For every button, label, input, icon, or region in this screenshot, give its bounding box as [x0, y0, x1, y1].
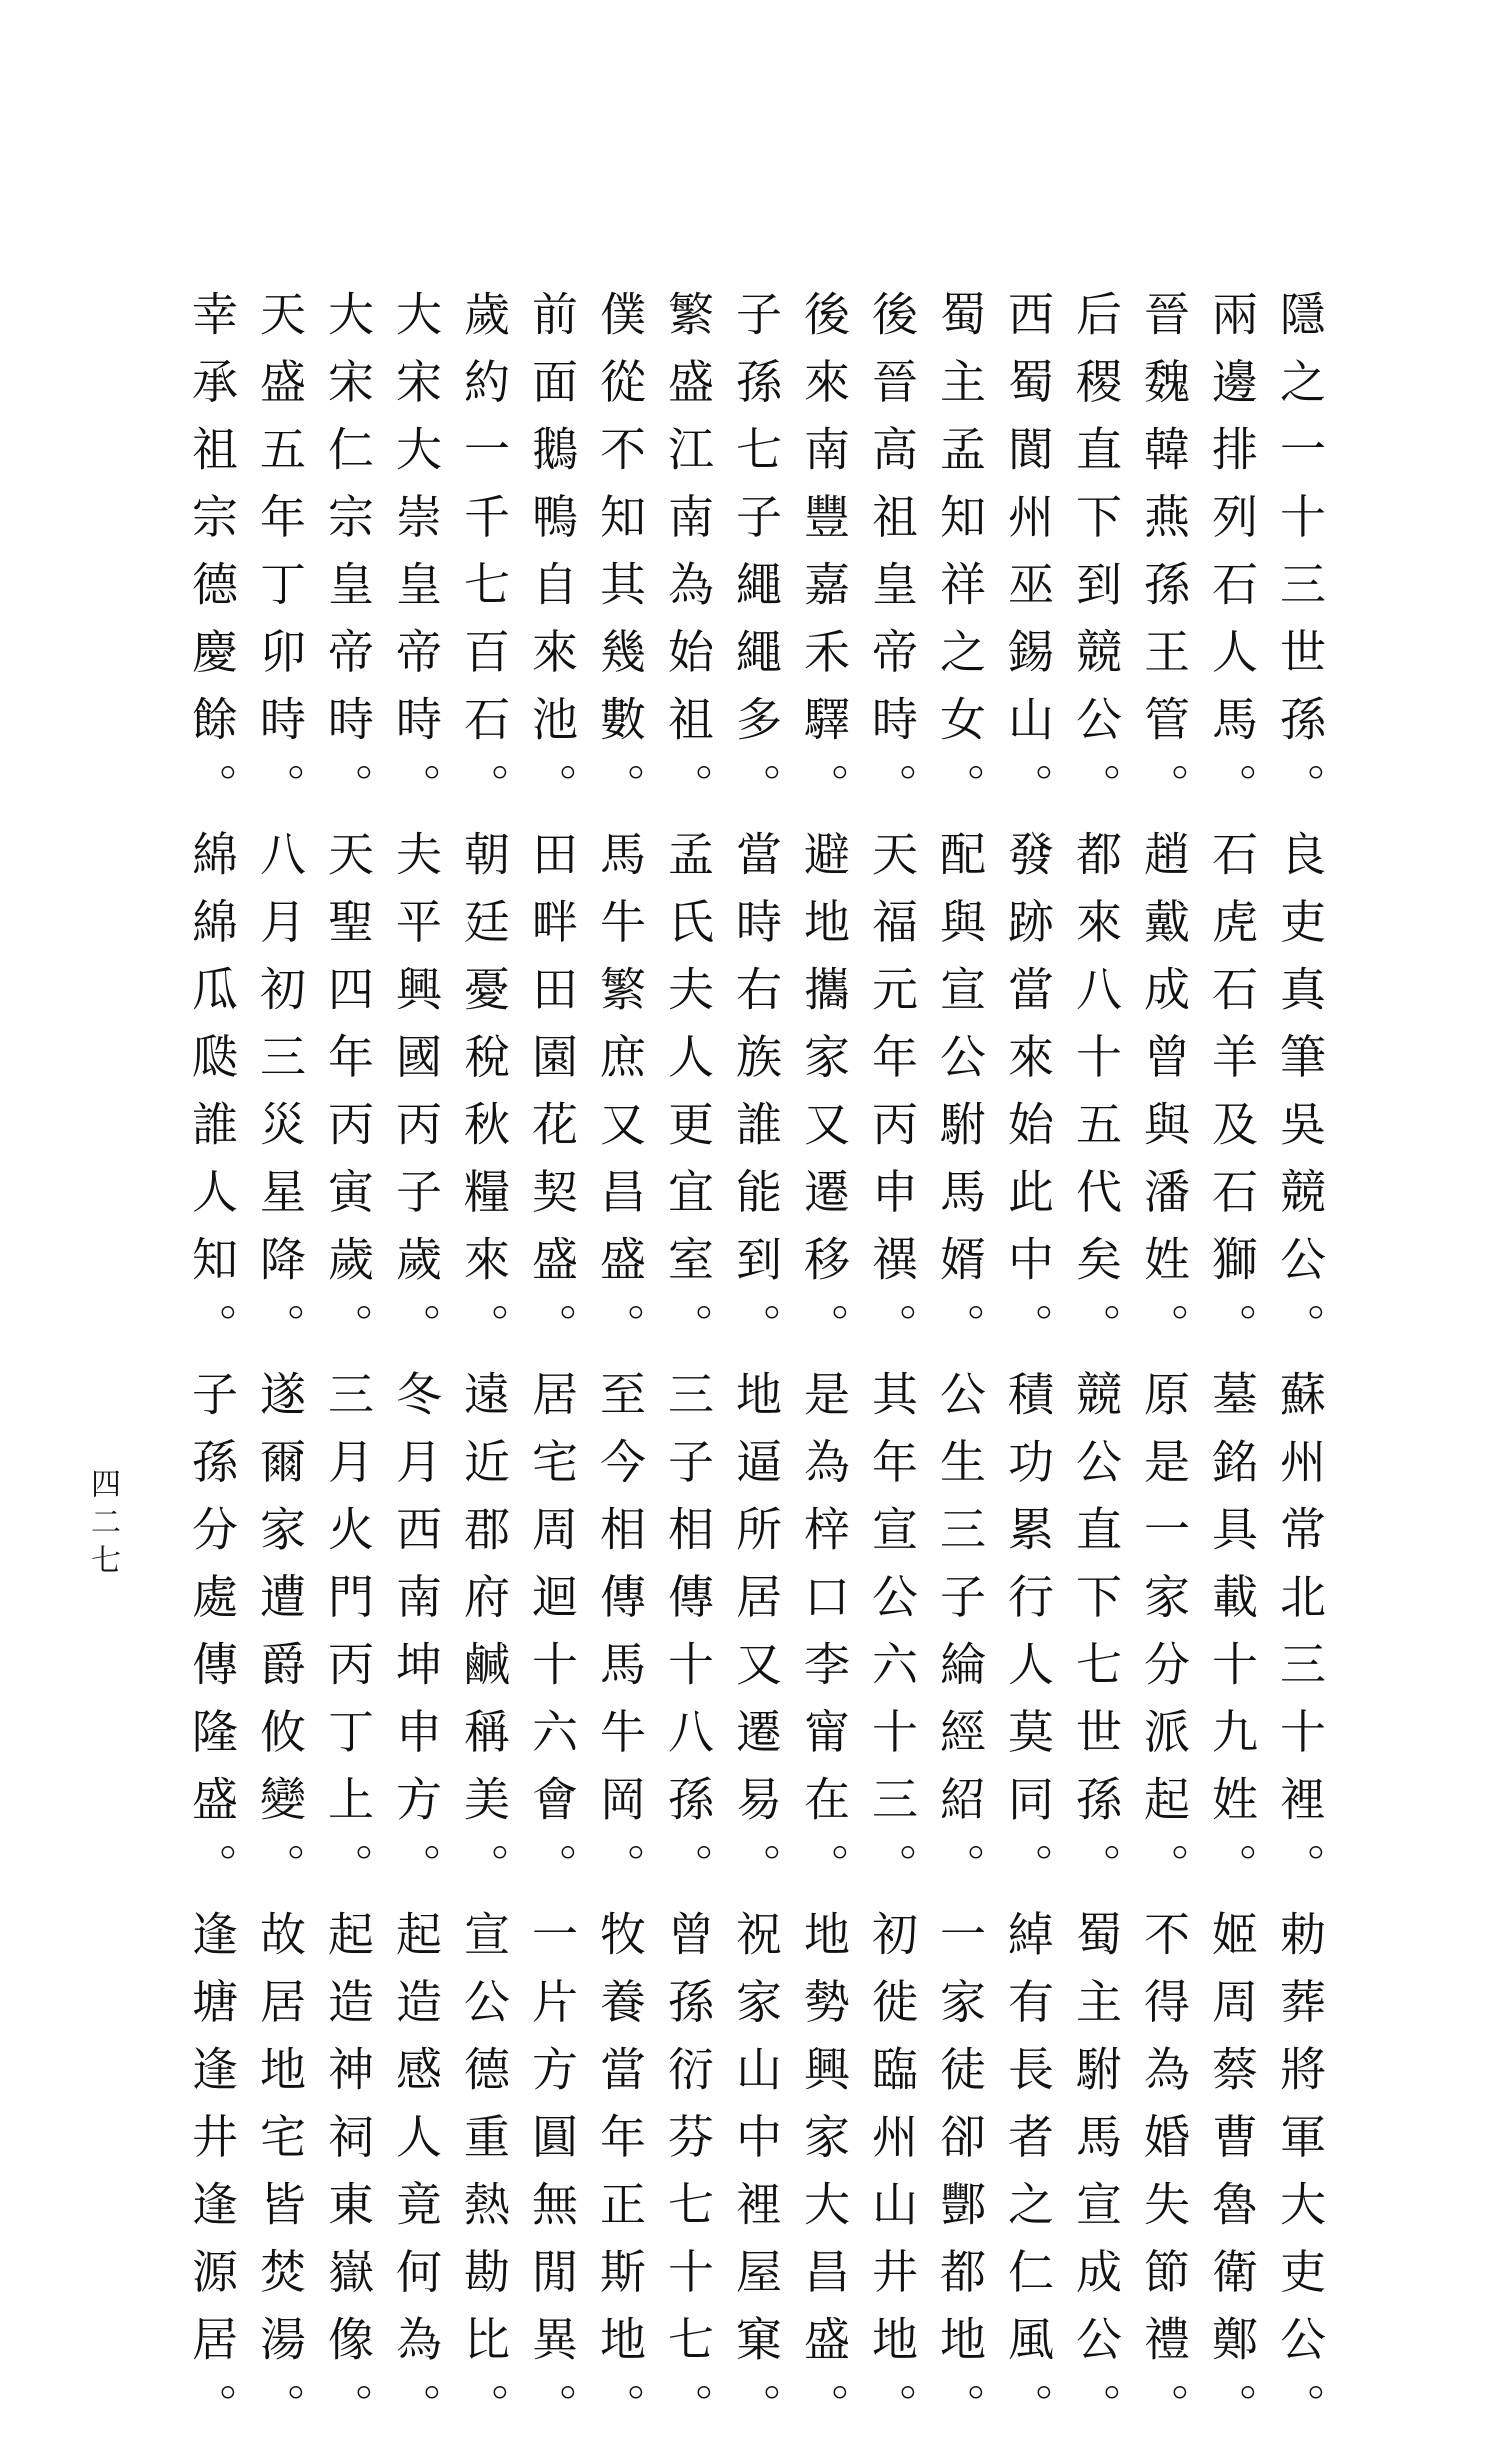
verse-column-17: 幸承祖宗德慶餘。綿綿瓜瓞誰人知。子孫分處傳隆盛。逢塘逢井逢源居。: [185, 290, 239, 2450]
verse-column-16: 天盛五年丁卯時。八月初三災星降。遂爾家遭爵攸變。故居地宅皆焚湯。: [253, 290, 307, 2450]
verse-column-1: 隱之一十三世孫。良吏真筆吳競公。蘇州常北三十裡。勅葬將軍大吏公。: [1273, 290, 1327, 2450]
verse-column-14: 大宋大崇皇帝時。夫平興國丙子歲。冬月西南坤申方。起造感人竟何為。: [389, 290, 443, 2450]
page-number: 四二七: [85, 1468, 120, 1582]
verse-column-4: 后稷直下到競公。都來八十五代矣。競公直下七世孫。蜀主駙馬宣成公。: [1069, 290, 1123, 2450]
verse-column-13: 歲約一千七百石。朝廷憂稅秋糧來。遠近郡府鹹稱美。宣公德重熱勘比。: [457, 290, 511, 2450]
verse-column-5: 西蜀閬州巫錫山。發跡當來始此中。積功累行人莫同。綽有長者之仁風。: [1001, 290, 1055, 2450]
verse-column-6: 蜀主孟知祥之女。配與宣公駙馬婿。公生三子綸經紹。一家徒卻酆都地。: [933, 290, 987, 2450]
verse-column-9: 子孫七子繩繩多。當時右族誰能到。地逼所居又遷易。祝家山中裡屋窠。: [729, 290, 783, 2450]
verse-column-12: 前面鵝鴨自來池。田畔田園花契盛。居宅周迴十六會。一片方圓無閒異。: [525, 290, 579, 2450]
verse-column-3: 晉魏韓燕孫王管。趙戴成曾與潘姓。原是一家分派起。不得為婚失節禮。: [1137, 290, 1191, 2450]
verse-column-7: 後晉高祖皇帝時。天福元年丙申禩。其年宣公六十三。初徙臨州山井地。: [865, 290, 919, 2450]
verse-column-15: 大宋仁宗皇帝時。天聖四年丙寅歲。三月火門丙丁上。起造神祠東嶽像。: [321, 290, 375, 2450]
verse-column-2: 兩邊排列石人馬。石虎石羊及石獅。墓銘具載十九姓。姬周蔡曹魯衛鄭。: [1205, 290, 1259, 2450]
verse-column-10: 繁盛江南為始祖。孟氏夫人更宜室。三子相傳十八孫。曾孫衍芬七十七。: [661, 290, 715, 2450]
verse-column-11: 僕從不知其幾數。馬牛繁庶又昌盛。至今相傳馬牛岡。牧養當年正斯地。: [593, 290, 647, 2450]
verse-column-8: 後來南豐嘉禾驛。避地攜家又遷移。是為梓口李甯在。地勢興家大昌盛。: [797, 290, 851, 2450]
